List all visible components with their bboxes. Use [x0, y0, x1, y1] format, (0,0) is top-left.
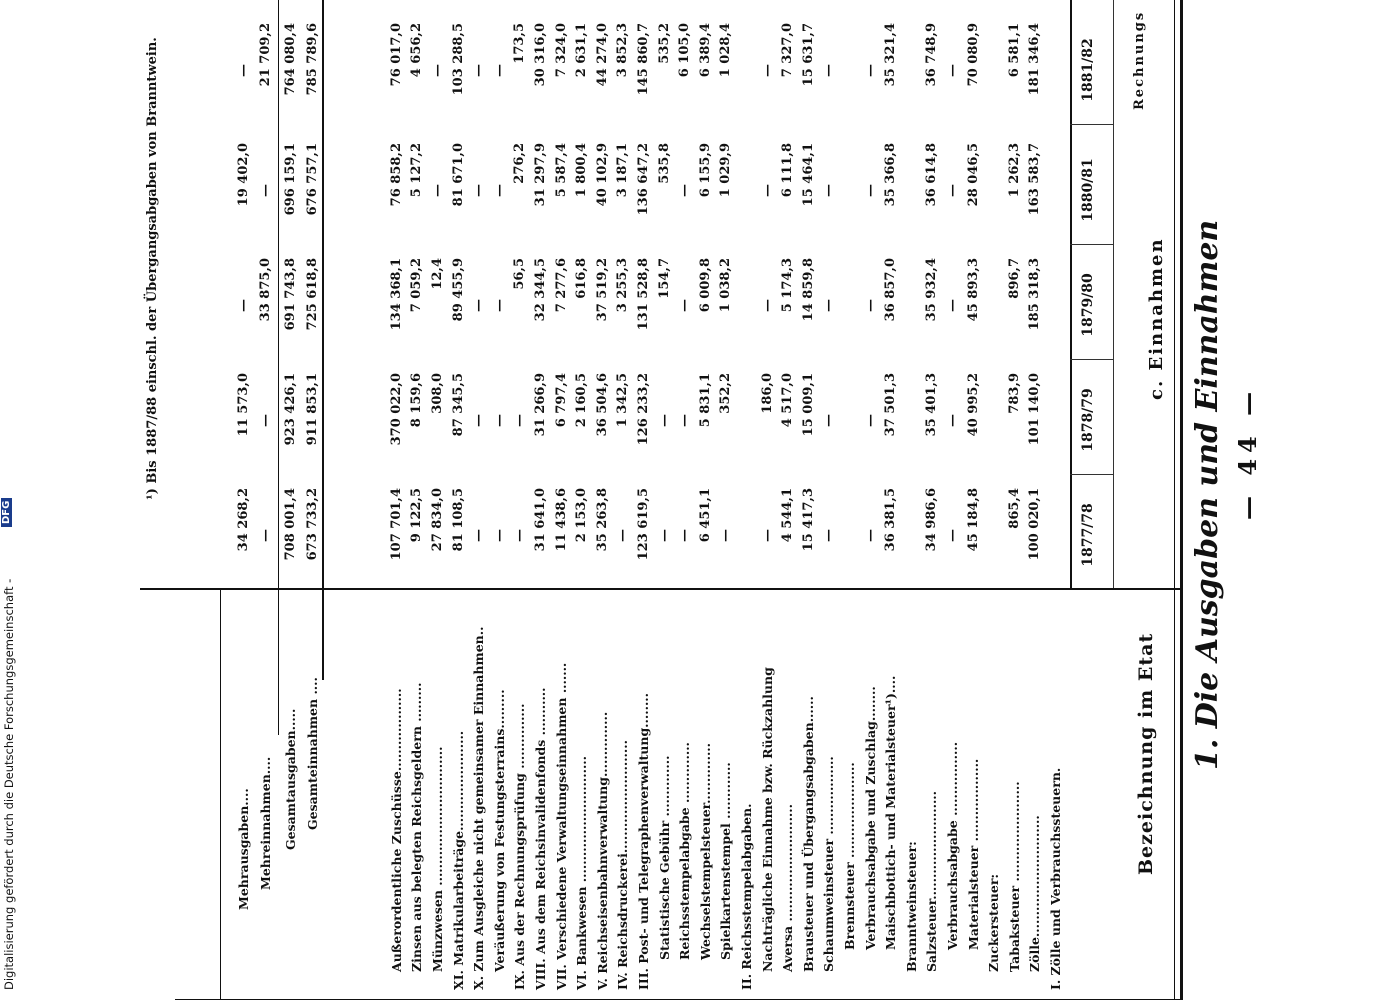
cell-value: 6 105,0: [677, 23, 693, 78]
row-label: Außerordentliche Zuschüsse...................: [388, 688, 404, 972]
cell-value: —: [491, 184, 507, 197]
totals-rule: [220, 590, 221, 1000]
cell-value: 35 366,8: [883, 143, 899, 207]
row-label: Zuckersteuer:: [986, 873, 1002, 972]
header-rule-years: [1070, 0, 1072, 590]
cell-value: 186,0: [759, 373, 775, 414]
total-label: Mehreinnahmen....: [258, 756, 273, 890]
row-label: Statistische Gebühr ..............: [656, 755, 672, 960]
cell-value: 136 647,2: [636, 143, 651, 216]
year-header: 1879/80: [1080, 273, 1096, 337]
cell-value: 865,4: [1006, 488, 1022, 529]
total-value: —: [258, 529, 273, 542]
row-label: Aversa ...........................: [780, 804, 796, 972]
cell-value: 45 893,3: [965, 258, 981, 322]
cell-value: 134 368,1: [388, 258, 404, 331]
dfg-note: Digitalisierung gefördert durch die Deutsche Forschungsgemeinschaft -: [2, 578, 16, 990]
row-label: Zölle............................: [1027, 815, 1043, 972]
cell-value: 5 587,4: [553, 143, 569, 198]
cell-value: 6 111,8: [780, 143, 796, 198]
cell-value: —: [656, 414, 672, 427]
cell-value: 44 274,0: [594, 23, 610, 87]
cell-value: 5 831,1: [697, 373, 713, 428]
sub-title: c. Einnahmen: [1146, 237, 1167, 400]
cell-value: —: [677, 299, 693, 312]
cell-value: 535,2: [656, 23, 672, 64]
dfg-credit: [0, 0, 20, 1000]
cell-value: 4 656,2: [409, 23, 425, 78]
total-value: —: [258, 184, 273, 197]
cell-value: 1 028,4: [718, 23, 734, 78]
cell-value: 163 583,7: [1027, 143, 1043, 216]
cell-value: —: [862, 414, 878, 427]
cell-value: —: [677, 414, 693, 427]
cell-value: 35 401,3: [924, 373, 940, 437]
year-header: 1878/79: [1080, 388, 1096, 452]
cell-value: —: [945, 64, 960, 77]
cell-value: 89 455,9: [450, 258, 466, 322]
cell-value: 36 857,0: [883, 258, 899, 322]
cell-value: 31 266,9: [533, 373, 548, 437]
row-label: XI. Matrikularbeiträge.......................: [450, 730, 466, 990]
cell-value: —: [656, 529, 672, 542]
cell-value: 535,8: [656, 143, 672, 184]
total-value: 696 159,1: [283, 143, 298, 216]
total-value: 19 402,0: [236, 143, 251, 207]
cell-value: 6 797,4: [553, 373, 569, 428]
cell-value: —: [862, 529, 878, 542]
row-label: V. Reichseisenbahnverwaltung...............: [594, 711, 610, 990]
cell-value: 8 159,6: [409, 373, 425, 428]
cell-value: 37 501,3: [883, 373, 899, 437]
total-value: 11 573,0: [236, 373, 251, 437]
year-separator: [1070, 474, 1113, 475]
cell-value: 126 233,2: [636, 373, 651, 446]
cell-value: —: [945, 184, 960, 197]
cell-value: 12,4: [430, 258, 445, 290]
cell-value: —: [759, 299, 775, 312]
row-label: III. Post- und Telegraphenverwaltung........: [636, 693, 651, 990]
total-value: 725 618,8: [305, 258, 320, 331]
cell-value: 76 017,0: [388, 23, 404, 87]
cell-value: 4 517,0: [780, 373, 796, 428]
cell-value: —: [718, 529, 734, 542]
row-label: Veräußerung von Festungsterrains.........: [491, 689, 507, 972]
cell-value: 34 986,6: [924, 488, 940, 552]
row-label: Salzsteuer.........................: [924, 790, 940, 972]
cell-value: 81 671,0: [450, 143, 466, 207]
total-value: 785 789,6: [305, 23, 320, 96]
cell-value: 14 859,8: [800, 258, 816, 322]
cell-value: 6 581,1: [1006, 23, 1022, 78]
total-value: 21 709,2: [258, 23, 273, 87]
cell-value: 15 417,3: [800, 488, 816, 552]
cell-value: 154,7: [656, 258, 672, 299]
cell-value: 276,2: [512, 143, 528, 184]
row-label: Brausteuer und Übergangsabgaben......: [800, 696, 816, 972]
cell-value: 9 122,5: [409, 488, 425, 543]
table-top-rule: [1180, 0, 1183, 1000]
cell-value: 15 631,7: [800, 23, 816, 87]
year-header: 1881/82: [1080, 38, 1096, 102]
cell-value: 616,8: [574, 258, 590, 299]
cell-value: —: [862, 64, 878, 77]
total-value: 911 853,1: [305, 373, 320, 446]
cell-value: 101 140,0: [1027, 373, 1043, 446]
cell-value: 173,5: [512, 23, 528, 64]
table-top-rule-thin: [1174, 0, 1175, 1000]
total-value: 708 001,4: [283, 488, 298, 561]
row-label: I. Zölle und Verbrauchssteuern.: [1048, 767, 1063, 990]
cell-value: 185 318,3: [1027, 258, 1043, 331]
total-label: Mehrausgaben....: [236, 788, 251, 910]
cell-value: 2 160,5: [574, 373, 590, 428]
row-label: VI. Bankwesen .............................: [574, 755, 590, 990]
cell-value: —: [491, 414, 507, 427]
cell-value: 35 932,4: [924, 258, 940, 322]
row-label: Materialsteuer ...................: [965, 758, 981, 950]
cell-value: —: [615, 529, 631, 542]
row-label: II. Reichsstempelabgaben.: [739, 803, 754, 990]
row-label: Branntweinsteuer:: [903, 841, 919, 972]
total-value: 764 080,4: [283, 23, 298, 96]
cell-value: —: [945, 299, 960, 312]
total-value: 691 743,8: [283, 258, 298, 331]
total-value: —: [236, 299, 251, 312]
cell-value: 145 860,7: [636, 23, 651, 96]
row-label: Verbrauchsabgabe .................: [945, 741, 960, 950]
cell-value: 35 263,8: [594, 488, 610, 552]
row-label: Brennsteuer ......................: [842, 762, 857, 950]
rechnung-label: Rechnungs: [1132, 10, 1147, 110]
cell-value: —: [512, 529, 528, 542]
total-value: —: [258, 414, 273, 427]
year-separator: [1070, 124, 1113, 125]
cell-value: 5 127,2: [409, 143, 425, 198]
cell-value: —: [821, 529, 837, 542]
cell-value: 31 297,9: [533, 143, 548, 207]
cell-value: —: [471, 299, 487, 312]
cell-value: 30 316,0: [533, 23, 548, 87]
cell-value: —: [821, 64, 837, 77]
cell-value: 100 020,1: [1027, 488, 1043, 561]
footnote: ¹) Bis 1887/88 einschl. der Übergangsabgaben von Branntwein.: [145, 37, 160, 500]
cell-value: —: [471, 414, 487, 427]
row-label: Wechselstempelsteuer..............: [697, 742, 713, 960]
cell-value: 6 389,4: [697, 23, 713, 78]
label-column-header: Bezeichnung im Etat: [1135, 632, 1157, 875]
cell-value: 35 321,4: [883, 23, 899, 87]
total-value: 923 426,1: [283, 373, 298, 446]
cell-value: —: [677, 529, 693, 542]
cell-value: 36 381,5: [883, 488, 899, 552]
cell-value: 3 187,1: [615, 143, 631, 198]
total-value: 34 268,2: [236, 488, 251, 552]
cell-value: 123 619,5: [636, 488, 651, 561]
cell-value: 1 262,3: [1006, 143, 1022, 198]
cell-value: —: [862, 184, 878, 197]
cell-value: —: [471, 529, 487, 542]
total-value: 33 875,0: [258, 258, 273, 322]
cell-value: 131 528,8: [636, 258, 651, 331]
cell-value: 36 748,9: [924, 23, 940, 87]
total-value: 676 757,1: [305, 143, 320, 216]
main-title: 1. Die Ausgaben und Einnahmen: [1190, 219, 1225, 770]
cell-value: —: [759, 184, 775, 197]
total-label: Gesamtausgaben.....: [283, 708, 298, 850]
row-label: Spielkartenstempel .............: [718, 762, 734, 960]
cell-value: 2 631,1: [574, 23, 590, 78]
cell-value: 1 029,9: [718, 143, 734, 198]
cell-value: —: [862, 299, 878, 312]
cell-value: 81 108,5: [450, 488, 466, 552]
year-header: 1877/78: [1080, 503, 1096, 567]
cell-value: 181 346,4: [1027, 23, 1043, 96]
cell-value: 45 184,8: [965, 488, 981, 552]
cell-value: 37 519,2: [594, 258, 610, 322]
row-label: Nachträgliche Einnahme bzw. Rückzahlung: [759, 667, 775, 972]
cell-value: —: [471, 184, 487, 197]
cell-value: 40 995,2: [965, 373, 981, 437]
cell-value: 7 277,6: [553, 258, 569, 313]
row-label: VIII. Aus dem Reichsinvalidenfonds ...........: [533, 687, 548, 990]
cell-value: 7 324,0: [553, 23, 569, 78]
total-value: —: [236, 64, 251, 77]
row-label: Verbrauchsabgabe und Zuschlag........: [862, 686, 878, 950]
cell-value: —: [945, 529, 960, 542]
cell-value: 36 614,8: [924, 143, 940, 207]
row-label: Tabaksteuer .......................: [1006, 781, 1022, 972]
row-label: VII. Verschiedene Verwaltungseinnahmen .......: [553, 662, 569, 990]
cell-value: 27 834,0: [430, 488, 445, 552]
cell-value: —: [945, 414, 960, 427]
cell-value: 31 641,0: [533, 488, 548, 552]
cell-value: 56,5: [512, 258, 528, 290]
cell-value: 7 059,2: [409, 258, 425, 313]
totals-separator: [322, 0, 324, 680]
cell-value: —: [759, 64, 775, 77]
cell-value: 103 288,5: [450, 23, 466, 96]
cell-value: 5 174,3: [780, 258, 796, 313]
row-label: Reichsstempelabgabe ..............: [677, 742, 693, 960]
cell-value: —: [471, 64, 487, 77]
cell-value: 7 327,0: [780, 23, 796, 78]
row-label: Maischbottich- und Materialsteuer¹)....: [883, 675, 899, 950]
cell-value: 32 344,5: [533, 258, 548, 322]
cell-value: 370 022,0: [388, 373, 404, 446]
cell-value: 40 102,9: [594, 143, 610, 207]
year-header: 1880/81: [1080, 158, 1096, 222]
row-label: Schaumweinsteuer ..................: [821, 756, 837, 972]
total-label: Gesamteinnahmen ....: [305, 677, 320, 830]
total-value: 673 733,2: [305, 488, 320, 561]
cell-value: 3 852,3: [615, 23, 631, 78]
row-label: X. Zum Ausgleiche nicht gemeinsamer Einnahmen..: [471, 626, 487, 990]
header-rule-c: [1113, 0, 1114, 590]
totals-separator-thin: [278, 0, 279, 735]
cell-value: 70 080,9: [965, 23, 981, 87]
row-label: IV. Reichsdruckerei..........................: [615, 740, 631, 990]
cell-value: —: [512, 414, 528, 427]
cell-value: —: [491, 64, 507, 77]
cell-value: 6 155,9: [697, 143, 713, 198]
cell-value: —: [759, 529, 775, 542]
row-label: Zinsen aus belegten Reichsgeldern .........: [409, 682, 425, 972]
column-divider: [140, 588, 1180, 590]
cell-value: 2 153,0: [574, 488, 590, 543]
cell-value: 76 858,2: [388, 143, 404, 207]
cell-value: 308,0: [430, 373, 445, 414]
cell-value: 15 009,1: [800, 373, 816, 437]
cell-value: 1 342,5: [615, 373, 631, 428]
dfg-logo: DFG: [1, 498, 12, 527]
cell-value: 783,9: [1006, 373, 1022, 414]
cell-value: 87 345,5: [450, 373, 466, 437]
row-label: IX. Aus der Rechnungsprüfung ...............: [512, 703, 528, 990]
cell-value: 896,7: [1006, 258, 1022, 299]
cell-value: —: [821, 414, 837, 427]
page-number: — 44 —: [1233, 385, 1262, 520]
cell-value: —: [491, 299, 507, 312]
cell-value: —: [821, 184, 837, 197]
cell-value: 11 438,6: [553, 488, 569, 552]
cell-value: —: [491, 529, 507, 542]
cell-value: 36 504,6: [594, 373, 610, 437]
cell-value: 28 046,5: [965, 143, 981, 207]
year-separator: [1070, 359, 1113, 360]
row-label: Münzwesen ................................: [430, 746, 445, 972]
cell-value: —: [430, 64, 445, 77]
cell-value: 352,2: [718, 373, 734, 414]
cell-value: —: [430, 184, 445, 197]
year-separator: [1070, 244, 1113, 245]
cell-value: —: [677, 184, 693, 197]
cell-value: —: [821, 299, 837, 312]
cell-value: 1 800,4: [574, 143, 590, 198]
cell-value: 107 701,4: [388, 488, 404, 561]
cell-value: 3 255,3: [615, 258, 631, 313]
cell-value: 15 464,1: [800, 143, 816, 207]
cell-value: 4 544,1: [780, 488, 796, 543]
cell-value: 6 009,8: [697, 258, 713, 313]
cell-value: 1 038,2: [718, 258, 734, 313]
cell-value: 6 451,1: [697, 488, 713, 543]
